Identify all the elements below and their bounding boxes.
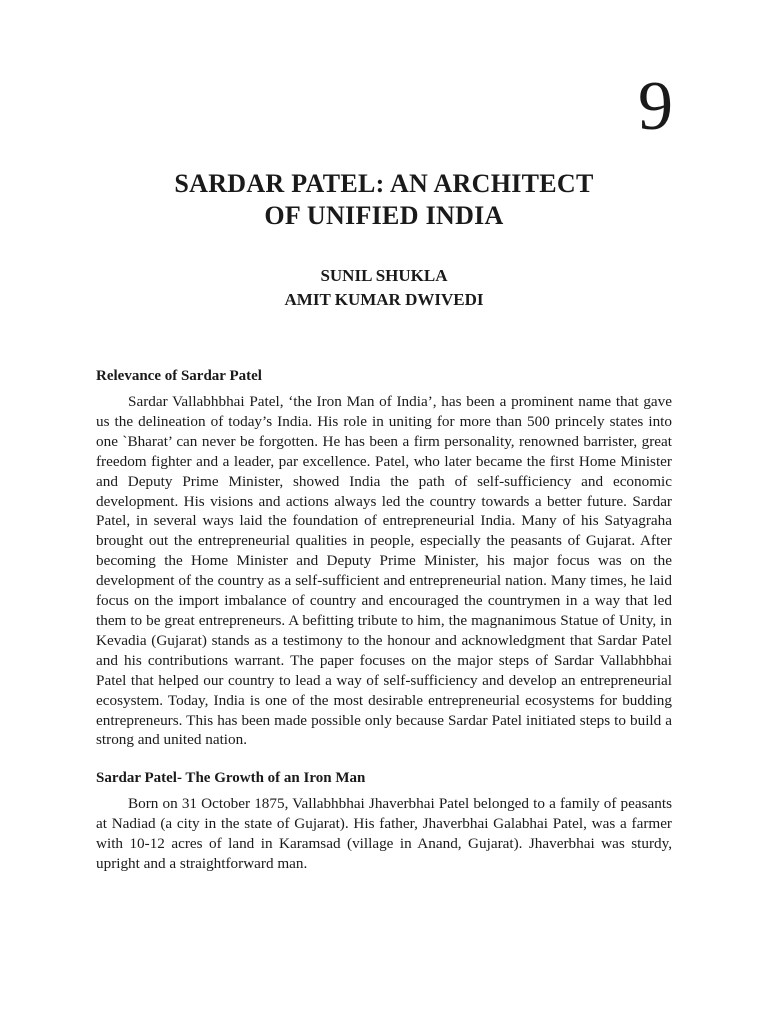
chapter-title — [0, 168, 768, 232]
section-relevance — [96, 366, 672, 750]
body-paragraph: Sardar Vallabhbhai Patel, ‘the Iron Man of India’, has been a prominent name that gave us the delineation of today’s India. His role in uniting for more than 500 princely states into one `Bharat’ can never be forgotten. He has been a firm personality, renowned barrister, great freedom fighter and a leader, par excellence. Patel, who later became the first Home Minister and Deputy Prime Minister, showed India the path of self-sufficiency and economic development. His visions and actions always led the country towards a better future. Sardar Patel, in several ways laid the foundation of entrepreneurial India. Many of his Satyagraha brought out the entrepreneurial qualities in people, especially the peasants of Gujarat. After becoming the Home Minister and Deputy Prime Minister, his major focus was on the development of the country as a self-sufficient and entrepreneurial nation. Many times, he laid focus on the import imbalance of country and encouraged the countrymen in a way that led them to be great entrepreneurs. A befitting tribute to him, the magnanimous Statue of Unity, in Kevadia (Gujarat) stands as a testimony to the honour and acknowledgment that Sardar Patel and his contributions warrant. The paper focuses on the major steps of Sardar Vallabhbhai Patel that helped our country to lead a way of self-sufficiency and develop an entrepreneurial ecosystem. Today, India is one of the most desirable entrepreneurial ecosystems for budding entrepreneurs. This has been made possible only because Sardar Patel initiated steps to build a strong and united nation. — [96, 393, 672, 749]
author-name: SUNIL SHUKLA — [320, 266, 448, 285]
chapter-number: 9 — [638, 68, 673, 145]
author-list — [0, 264, 768, 312]
section-growth — [96, 768, 672, 874]
body-paragraph: Born on 31 October 1875, Vallabhbhai Jhaverbhai Patel belonged to a family of peasants at Nadiad (a city in the state of Gujarat). His father, Jhaverbhai Galabhai Patel, was a farmer with 10-12 acres of land in Karamsad (village in Anand, Gujarat). Jhaverbhai was sturdy, upright and a straightforward man. — [96, 795, 672, 873]
chapter-title-line-2: OF UNIFIED INDIA — [264, 201, 504, 230]
chapter-body — [96, 366, 672, 892]
section-heading: Relevance of Sardar Patel — [96, 368, 262, 384]
section-heading: Sardar Patel- The Growth of an Iron Man — [96, 770, 366, 787]
chapter-title-line-1: SARDAR PATEL: AN ARCHITECT — [174, 169, 594, 198]
author-name: AMIT KUMAR DWIVEDI — [284, 290, 484, 309]
